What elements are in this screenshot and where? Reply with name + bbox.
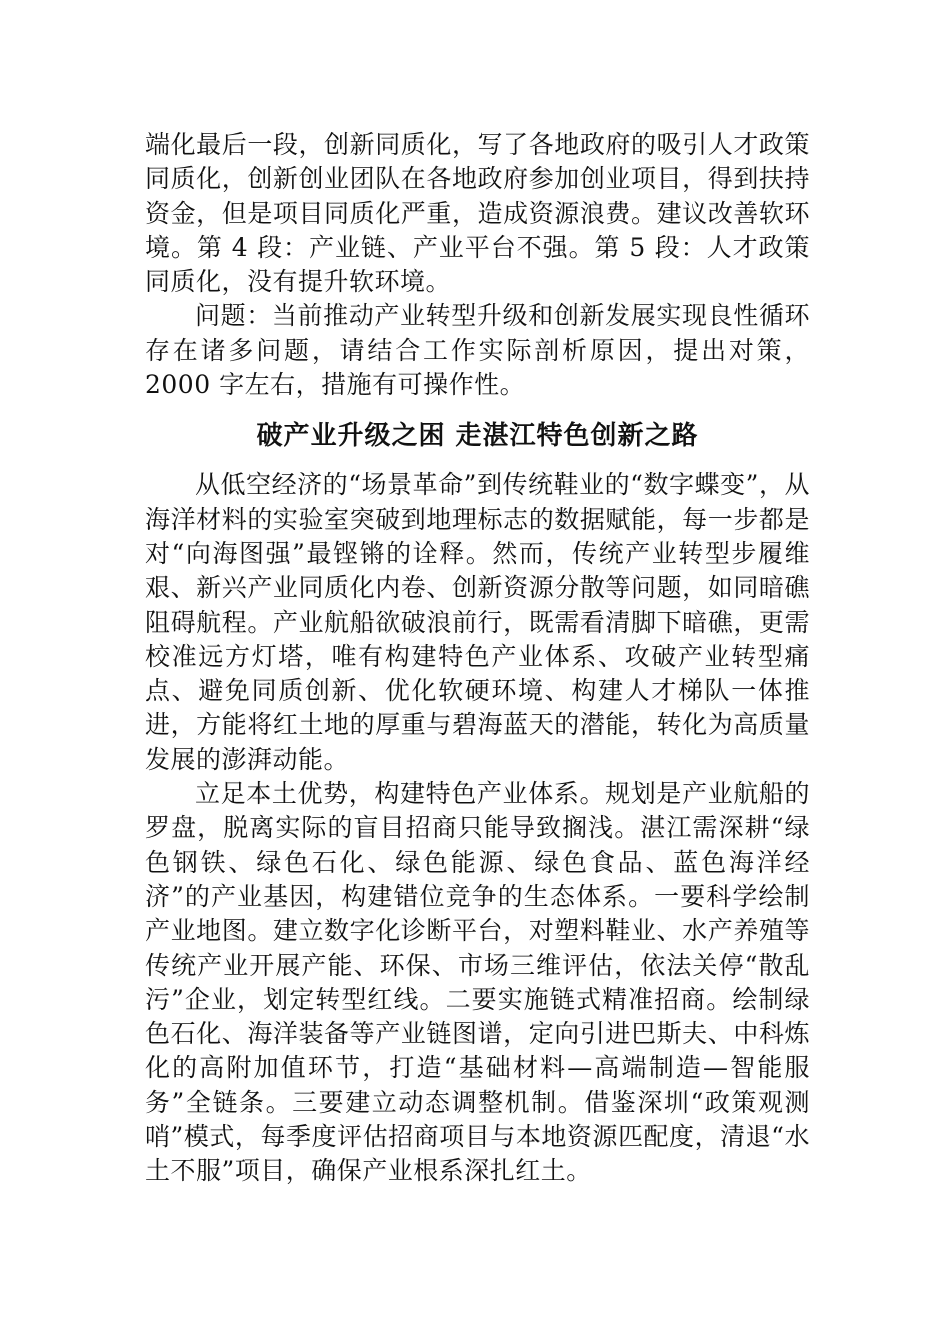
intro-paragraph: 端化最后一段，创新同质化，写了各地政府的吸引人才政策同质化，创新创业团队在各地政府参加创业项目，得到扶持资金，但是项目同质化严重，造成资源浪费。建议改善软环境。第 4 段：产业链、产业平台不强。第 5 段：人才政策同质化，没有提升软环境。 (145, 130, 810, 297)
essay-title: 破产业升级之困 走湛江特色创新之路 (256, 421, 699, 452)
question-paragraph: 问题：当前推动产业转型升级和创新发展实现良性循环存在诸多问题，请结合工作实际剖析原因，提出对策，2000 字左右，措施有可操作性。 (145, 301, 810, 400)
body-paragraph-2: 立足本土优势，构建特色产业体系。规划是产业航船的罗盘，脱离实际的盲目招商只能导致搁浅。湛江需深耕“绿色钢铁、绿色石化、绿色能源、绿色食品、蓝色海洋经济”的产业基因，构建错位竞争的生态体系。一要科学绘制产业地图。建立数字化诊断平台，对塑料鞋业、水产养殖等传统产业开展产能、环保、市场三维评估，依法关停“散乱污”企业，划定转型红线。二要实施链式精准招商。绘制绿色石化、海洋装备等产业链图谱，定向引进巴斯夫、中科炼化的高附加值环节，打造“基础材料—高端制造—智能服务”全链条。三要建立动态调整机制。借鉴深圳“政策观测哨”模式，每季度评估招商项目与本地资源匹配度，清退“水土不服”项目，确保产业根系深扎红土。 (145, 779, 810, 1186)
document-page (145, 128, 810, 1189)
body-paragraph-1: 从低空经济的“场景革命”到传统鞋业的“数字蝶变”，从海洋材料的实验室突破到地理标志的数据赋能，每一步都是对“向海图强”最铿锵的诠释。然而，传统产业转型步履维艰、新兴产业同质化内卷、创新资源分散等问题，如同暗礁阻碍航程。产业航船欲破浪前行，既需看清脚下暗礁，更需校准远方灯塔，唯有构建特色产业体系、攻破产业转型痛点、避免同质创新、优化软硬环境、构建人才梯队一体推进，方能将红土地的厚重与碧海蓝天的潜能，转化为高质量发展的澎湃动能。 (145, 470, 810, 774)
